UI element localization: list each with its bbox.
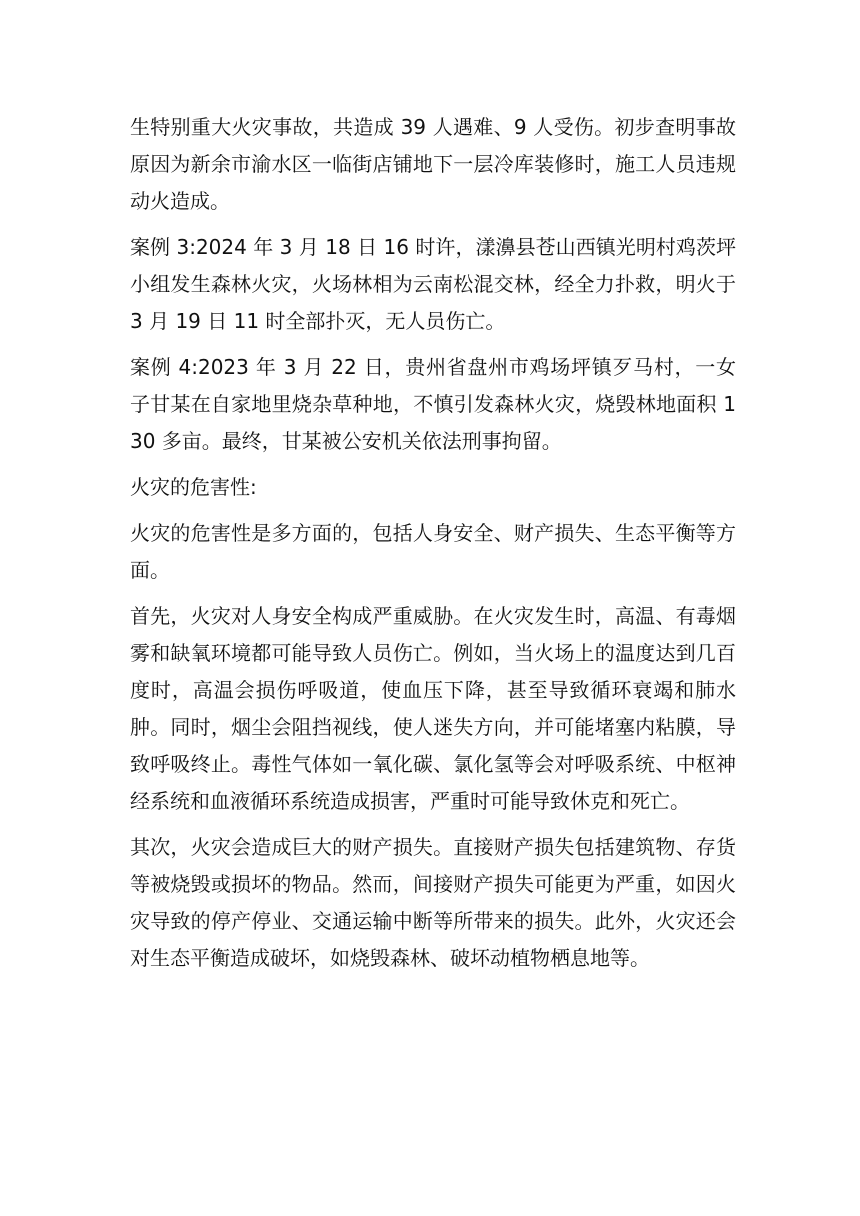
- paragraph-case-4: 案例 4:2023 年 3 月 22 日，贵州省盘州市鸡场坪镇歹马村，一女子甘某在自家地里烧杂草种地，不慎引发森林火灾，烧毁林地面积 130 多亩。最终，甘某被公安机关依法刑事拘留。: [130, 355, 736, 453]
- section-heading-fire-hazards: 火灾的危害性:: [130, 475, 257, 499]
- paragraph-accident-cause: 生特别重大火灾事故，共造成 39 人遇难、9 人受伤。初步查明事故原因为新余市渝水区一临街店铺地下一层冷库装修时，施工人员违规动火造成。: [130, 115, 736, 213]
- paragraph-property-loss: 其次，火灾会造成巨大的财产损失。直接财产损失包括建筑物、存货等被烧毁或损坏的物品。然而，间接财产损失可能更为严重，如因火灾导致的停产停业、交通运输中断等所带来的损失。此外，火灾还会对生态平衡造成破坏，如烧毁森林、破坏动植物栖息地等。: [130, 835, 736, 970]
- paragraph-case-3: 案例 3:2024 年 3 月 18 日 16 时许，漾濞县苍山西镇光明村鸡茨坪小组发生森林火灾，火场林相为云南松混交林，经全力扑救，明火于 3 月 19 日 11 时全部扑灭，无人员伤亡。: [130, 235, 736, 333]
- paragraph-hazards-overview: 火灾的危害性是多方面的，包括人身安全、财产损失、生态平衡等方面。: [130, 521, 736, 582]
- document-body: [130, 109, 736, 986]
- paragraph-personal-safety: 首先，火灾对人身安全构成严重威胁。在火灾发生时，高温、有毒烟雾和缺氧环境都可能导致人员伤亡。例如，当火场上的温度达到几百度时，高温会损伤呼吸道，使血压下降，甚至导致循环衰竭和肺水肿。同时，烟尘会阻挡视线，使人迷失方向，并可能堵塞内粘膜，导致呼吸终止。毒性气体如一氧化碳、氯化氢等会对呼吸系统、中枢神经系统和血液循环系统造成损害，严重时可能导致休克和死亡。: [130, 604, 736, 813]
